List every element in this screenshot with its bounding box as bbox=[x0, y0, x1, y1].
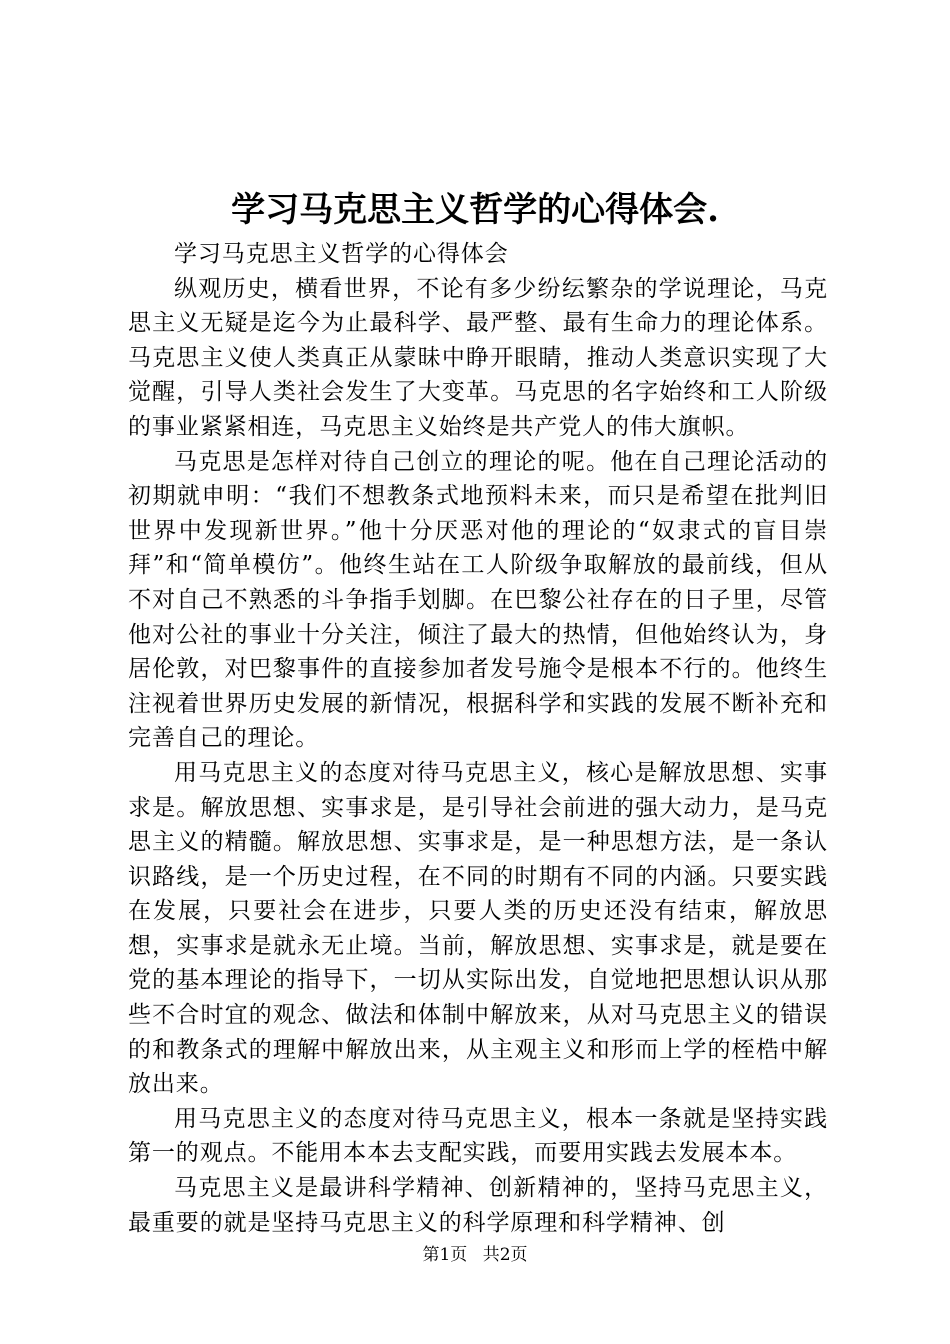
document-body bbox=[128, 237, 828, 1240]
body-paragraph: 用马克思主义的态度对待马克思主义，核心是解放思想、实事求是。解放思想、实事求是，是引导社会前进的强大动力，是马克思主义的精髓。解放思想、实事求是，是一种思想方法，是一条认识路线，是一个历史过程，在不同的时期有不同的内涵。只要实践在发展，只要社会在进步，只要人类的历史还没有结束，解放思想，实事求是就永无止境。当前，解放思想、实事求是，就是要在党的基本理论的指导下，一切从实际出发，自觉地把思想认识从那些不合时宜的观念、做法和体制中解放来，从对马克思主义的错误的和教条式的理解中解放出来，从主观主义和形而上学的桎梏中解放出来。 bbox=[128, 759, 828, 1098]
body-paragraph: 用马克思主义的态度对待马克思主义，根本一条就是坚持实践第一的观点。不能用本本去支配实践，而要用实践去发展本本。 bbox=[128, 1105, 828, 1167]
page-footer bbox=[0, 1243, 950, 1267]
page-number: 第1页 bbox=[422, 1245, 468, 1265]
body-paragraph: 马克思主义是最讲科学精神、创新精神的，坚持马克思主义，最重要的就是坚持马克思主义的科学原理和科学精神、创 bbox=[128, 1175, 828, 1236]
body-paragraph: 学习马克思主义哲学的心得体会 bbox=[174, 241, 509, 267]
page-total: 共2页 bbox=[482, 1245, 528, 1265]
body-paragraph: 马克思是怎样对待自己创立的理论的呢。他在自己理论活动的初期就申明：“我们不想教条式地预料未来，而只是希望在批判旧世界中发现新世界。”他十分厌恶对他的理论的“奴隶式的盲目崇拜”和“简单模仿”。他终生站在工人阶级争取解放的最前线，但从不对自己不熟悉的斗争指手划脚。在巴黎公社存在的日子里，尽管他对公社的事业十分关注，倾注了最大的热情，但他始终认为，身居伦敦，对巴黎事件的直接参加者发号施令是根本不行的。他终生注视着世界历史发展的新情况，根据科学和实践的发展不断补充和完善自己的理论。 bbox=[128, 448, 828, 752]
document-title: 学习马克思主义哲学的心得体会. bbox=[231, 190, 719, 230]
body-paragraph: 纵观历史，横看世界，不论有多少纷纭繁杂的学说理论，马克思主义无疑是迄今为止最科学、最严整、最有生命力的理论体系。马克思主义使人类真正从蒙昧中睁开眼睛，推动人类意识实现了大觉醒，引导人类社会发生了大变革。马克思的名字始终和工人阶级的事业紧紧相连，马克思主义始终是共产党人的伟大旗帜。 bbox=[128, 275, 828, 440]
